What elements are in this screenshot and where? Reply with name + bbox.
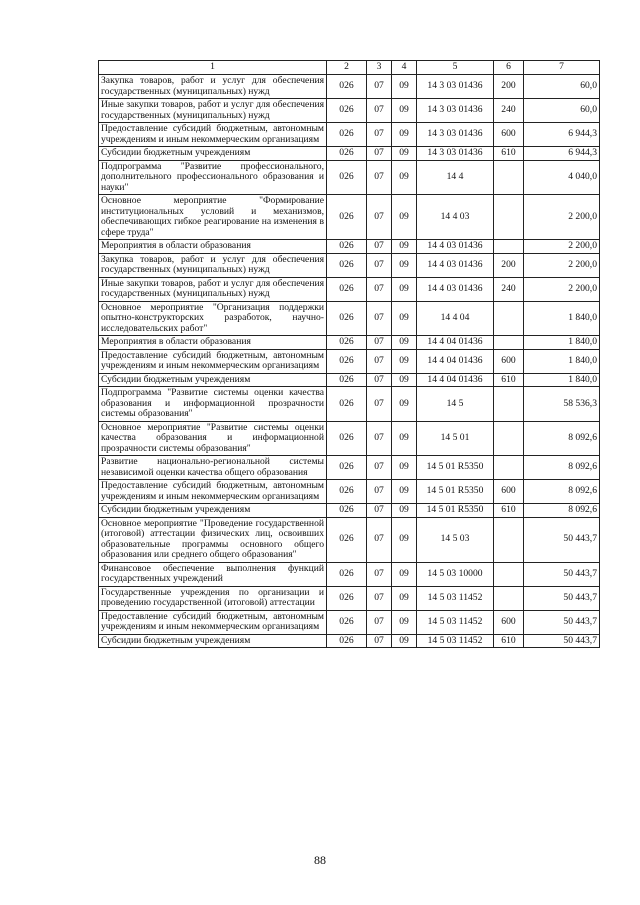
cell-section-code: 07 xyxy=(367,349,392,373)
cell-ministry-code: 026 xyxy=(327,301,367,336)
cell-amount: 50 443,7 xyxy=(524,586,600,610)
cell-target-article: 14 5 01 R5350 xyxy=(417,456,494,480)
cell-amount: 8 092,6 xyxy=(524,480,600,504)
table-row xyxy=(99,147,600,161)
cell-ministry-code: 026 xyxy=(327,277,367,301)
cell-section-code: 07 xyxy=(367,160,392,195)
cell-amount: 1 840,0 xyxy=(524,336,600,350)
cell-target-article: 14 4 03 01436 xyxy=(417,253,494,277)
cell-ministry-code: 026 xyxy=(327,373,367,387)
cell-ministry-code: 026 xyxy=(327,456,367,480)
cell-expense-type: 200 xyxy=(494,75,524,99)
cell-item-name: Закупка товаров, работ и услуг для обеспечения государственных (муниципальных) нужд xyxy=(99,75,327,99)
cell-amount: 60,0 xyxy=(524,75,600,99)
table-header-row xyxy=(99,61,600,75)
cell-subsection-code: 09 xyxy=(392,75,417,99)
cell-amount: 60,0 xyxy=(524,99,600,123)
cell-amount: 50 443,7 xyxy=(524,610,600,634)
cell-item-name: Основное мероприятие "Развитие системы оценки качества образования и информационной прозрачности системы образования" xyxy=(99,421,327,456)
cell-expense-type: 610 xyxy=(494,147,524,161)
cell-subsection-code: 09 xyxy=(392,586,417,610)
cell-subsection-code: 09 xyxy=(392,253,417,277)
cell-amount: 50 443,7 xyxy=(524,517,600,562)
cell-subsection-code: 09 xyxy=(392,301,417,336)
cell-expense-type: 240 xyxy=(494,99,524,123)
cell-ministry-code: 026 xyxy=(327,253,367,277)
cell-amount: 8 092,6 xyxy=(524,421,600,456)
table-row xyxy=(99,349,600,373)
cell-expense-type: 610 xyxy=(494,634,524,648)
cell-item-name: Развитие национально-региональной системы независимой оценки качества общего образования xyxy=(99,456,327,480)
cell-ministry-code: 026 xyxy=(327,123,367,147)
column-header-7: 7 xyxy=(524,61,600,75)
cell-amount: 1 840,0 xyxy=(524,301,600,336)
cell-subsection-code: 09 xyxy=(392,123,417,147)
cell-subsection-code: 09 xyxy=(392,480,417,504)
cell-target-article: 14 5 03 xyxy=(417,517,494,562)
cell-target-article: 14 3 03 01436 xyxy=(417,99,494,123)
column-header-1: 1 xyxy=(99,61,327,75)
cell-target-article: 14 5 03 10000 xyxy=(417,562,494,586)
table-row xyxy=(99,253,600,277)
cell-target-article: 14 4 04 01436 xyxy=(417,373,494,387)
cell-section-code: 07 xyxy=(367,147,392,161)
table-row xyxy=(99,277,600,301)
cell-section-code: 07 xyxy=(367,99,392,123)
cell-amount: 58 536,3 xyxy=(524,387,600,422)
cell-subsection-code: 09 xyxy=(392,147,417,161)
cell-ministry-code: 026 xyxy=(327,336,367,350)
cell-target-article: 14 4 04 01436 xyxy=(417,349,494,373)
cell-item-name: Основное мероприятие "Формирование институциональных условий и механизмов, обеспечивающих гибкое реагирование на изменения в сфере труда" xyxy=(99,195,327,240)
cell-subsection-code: 09 xyxy=(392,349,417,373)
cell-expense-type: 240 xyxy=(494,277,524,301)
cell-target-article: 14 3 03 01436 xyxy=(417,123,494,147)
cell-section-code: 07 xyxy=(367,562,392,586)
cell-item-name: Субсидии бюджетным учреждениям xyxy=(99,504,327,518)
cell-amount: 2 200,0 xyxy=(524,277,600,301)
column-header-2: 2 xyxy=(327,61,367,75)
table-row xyxy=(99,421,600,456)
cell-ministry-code: 026 xyxy=(327,480,367,504)
table-row xyxy=(99,195,600,240)
column-header-3: 3 xyxy=(367,61,392,75)
cell-subsection-code: 09 xyxy=(392,421,417,456)
cell-section-code: 07 xyxy=(367,456,392,480)
cell-item-name: Предоставление субсидий бюджетным, автономным учреждениям и иным некоммерческим организациям xyxy=(99,480,327,504)
cell-subsection-code: 09 xyxy=(392,634,417,648)
cell-subsection-code: 09 xyxy=(392,240,417,254)
cell-subsection-code: 09 xyxy=(392,336,417,350)
cell-expense-type xyxy=(494,421,524,456)
cell-expense-type: 610 xyxy=(494,373,524,387)
column-header-6: 6 xyxy=(494,61,524,75)
cell-amount: 8 092,6 xyxy=(524,456,600,480)
cell-subsection-code: 09 xyxy=(392,562,417,586)
cell-ministry-code: 026 xyxy=(327,160,367,195)
cell-section-code: 07 xyxy=(367,504,392,518)
table-row xyxy=(99,504,600,518)
cell-section-code: 07 xyxy=(367,373,392,387)
cell-item-name: Подпрограмма "Развитие системы оценки качества образования и информационной прозрачности системы образования" xyxy=(99,387,327,422)
cell-ministry-code: 026 xyxy=(327,387,367,422)
cell-subsection-code: 09 xyxy=(392,99,417,123)
cell-ministry-code: 026 xyxy=(327,517,367,562)
cell-item-name: Мероприятия в области образования xyxy=(99,336,327,350)
cell-section-code: 07 xyxy=(367,253,392,277)
cell-item-name: Предоставление субсидий бюджетным, автономным учреждениям и иным некоммерческим организациям xyxy=(99,349,327,373)
cell-section-code: 07 xyxy=(367,610,392,634)
cell-target-article: 14 4 04 01436 xyxy=(417,336,494,350)
cell-target-article: 14 4 04 xyxy=(417,301,494,336)
cell-ministry-code: 026 xyxy=(327,349,367,373)
cell-amount: 1 840,0 xyxy=(524,373,600,387)
table-row xyxy=(99,480,600,504)
cell-item-name: Субсидии бюджетным учреждениям xyxy=(99,634,327,648)
cell-section-code: 07 xyxy=(367,634,392,648)
table-row xyxy=(99,634,600,648)
cell-section-code: 07 xyxy=(367,586,392,610)
cell-subsection-code: 09 xyxy=(392,195,417,240)
cell-expense-type xyxy=(494,456,524,480)
cell-item-name: Субсидии бюджетным учреждениям xyxy=(99,373,327,387)
cell-target-article: 14 5 03 11452 xyxy=(417,634,494,648)
cell-subsection-code: 09 xyxy=(392,517,417,562)
cell-expense-type: 600 xyxy=(494,480,524,504)
table-row xyxy=(99,517,600,562)
cell-target-article: 14 5 xyxy=(417,387,494,422)
table-row xyxy=(99,123,600,147)
cell-ministry-code: 026 xyxy=(327,504,367,518)
cell-ministry-code: 026 xyxy=(327,240,367,254)
cell-expense-type xyxy=(494,387,524,422)
cell-ministry-code: 026 xyxy=(327,75,367,99)
cell-item-name: Иные закупки товаров, работ и услуг для обеспечения государственных (муниципальных) нужд xyxy=(99,99,327,123)
cell-ministry-code: 026 xyxy=(327,147,367,161)
cell-target-article: 14 4 xyxy=(417,160,494,195)
cell-subsection-code: 09 xyxy=(392,504,417,518)
cell-section-code: 07 xyxy=(367,517,392,562)
cell-expense-type xyxy=(494,195,524,240)
cell-ministry-code: 026 xyxy=(327,610,367,634)
cell-target-article: 14 4 03 01436 xyxy=(417,277,494,301)
cell-expense-type xyxy=(494,240,524,254)
cell-item-name: Иные закупки товаров, работ и услуг для обеспечения государственных (муниципальных) нужд xyxy=(99,277,327,301)
cell-subsection-code: 09 xyxy=(392,373,417,387)
cell-item-name: Предоставление субсидий бюджетным, автономным учреждениям и иным некоммерческим организациям xyxy=(99,123,327,147)
cell-section-code: 07 xyxy=(367,123,392,147)
cell-ministry-code: 026 xyxy=(327,586,367,610)
column-header-5: 5 xyxy=(417,61,494,75)
cell-item-name: Основное мероприятие "Проведение государственной (итоговой) аттестации физических лиц, освоивших образовательные программы основного общего образования или среднего общего образования" xyxy=(99,517,327,562)
cell-expense-type: 600 xyxy=(494,610,524,634)
cell-amount: 2 200,0 xyxy=(524,195,600,240)
cell-target-article: 14 5 03 11452 xyxy=(417,610,494,634)
cell-amount: 4 040,0 xyxy=(524,160,600,195)
cell-subsection-code: 09 xyxy=(392,160,417,195)
cell-item-name: Мероприятия в области образования xyxy=(99,240,327,254)
table-row xyxy=(99,336,600,350)
cell-section-code: 07 xyxy=(367,336,392,350)
cell-section-code: 07 xyxy=(367,480,392,504)
cell-target-article: 14 3 03 01436 xyxy=(417,75,494,99)
cell-amount: 1 840,0 xyxy=(524,349,600,373)
cell-subsection-code: 09 xyxy=(392,387,417,422)
cell-amount: 6 944,3 xyxy=(524,147,600,161)
cell-item-name: Субсидии бюджетным учреждениям xyxy=(99,147,327,161)
cell-target-article: 14 5 01 R5350 xyxy=(417,504,494,518)
cell-target-article: 14 4 03 01436 xyxy=(417,240,494,254)
cell-ministry-code: 026 xyxy=(327,99,367,123)
cell-target-article: 14 5 01 R5350 xyxy=(417,480,494,504)
cell-ministry-code: 026 xyxy=(327,195,367,240)
budget-table xyxy=(98,60,600,648)
cell-expense-type: 200 xyxy=(494,253,524,277)
cell-item-name: Предоставление субсидий бюджетным, автономным учреждениям и иным некоммерческим организациям xyxy=(99,610,327,634)
cell-ministry-code: 026 xyxy=(327,634,367,648)
cell-amount: 50 443,7 xyxy=(524,562,600,586)
cell-section-code: 07 xyxy=(367,387,392,422)
cell-section-code: 07 xyxy=(367,240,392,254)
cell-section-code: 07 xyxy=(367,195,392,240)
table-row xyxy=(99,99,600,123)
table-row xyxy=(99,562,600,586)
table-row xyxy=(99,610,600,634)
cell-amount: 2 200,0 xyxy=(524,240,600,254)
cell-expense-type: 600 xyxy=(494,349,524,373)
cell-ministry-code: 026 xyxy=(327,562,367,586)
cell-amount: 2 200,0 xyxy=(524,253,600,277)
cell-item-name: Основное мероприятие "Организация поддержки опытно-конструкторских разработок, научно-исследовательских работ" xyxy=(99,301,327,336)
cell-item-name: Государственные учреждения по организации и проведению государственной (итоговой) аттестации xyxy=(99,586,327,610)
table-row xyxy=(99,240,600,254)
cell-expense-type xyxy=(494,517,524,562)
table-row xyxy=(99,160,600,195)
cell-expense-type xyxy=(494,301,524,336)
cell-expense-type xyxy=(494,336,524,350)
page-number: 88 xyxy=(314,853,326,867)
cell-item-name: Закупка товаров, работ и услуг для обеспечения государственных (муниципальных) нужд xyxy=(99,253,327,277)
cell-subsection-code: 09 xyxy=(392,456,417,480)
cell-target-article: 14 5 03 11452 xyxy=(417,586,494,610)
cell-subsection-code: 09 xyxy=(392,277,417,301)
table-row xyxy=(99,373,600,387)
cell-target-article: 14 5 01 xyxy=(417,421,494,456)
cell-target-article: 14 3 03 01436 xyxy=(417,147,494,161)
cell-item-name: Финансовое обеспечение выполнения функций государственных учреждений xyxy=(99,562,327,586)
cell-expense-type xyxy=(494,586,524,610)
cell-section-code: 07 xyxy=(367,75,392,99)
cell-expense-type: 600 xyxy=(494,123,524,147)
cell-section-code: 07 xyxy=(367,277,392,301)
cell-subsection-code: 09 xyxy=(392,610,417,634)
cell-expense-type xyxy=(494,562,524,586)
table-row xyxy=(99,387,600,422)
cell-amount: 8 092,6 xyxy=(524,504,600,518)
cell-amount: 50 443,7 xyxy=(524,634,600,648)
cell-section-code: 07 xyxy=(367,301,392,336)
table-row xyxy=(99,301,600,336)
table-row xyxy=(99,586,600,610)
cell-item-name: Подпрограмма "Развитие профессионального, дополнительного профессионального образования и науки" xyxy=(99,160,327,195)
table-row xyxy=(99,456,600,480)
cell-section-code: 07 xyxy=(367,421,392,456)
table-row xyxy=(99,75,600,99)
cell-expense-type: 610 xyxy=(494,504,524,518)
cell-target-article: 14 4 03 xyxy=(417,195,494,240)
column-header-4: 4 xyxy=(392,61,417,75)
cell-expense-type xyxy=(494,160,524,195)
cell-ministry-code: 026 xyxy=(327,421,367,456)
table-body xyxy=(99,75,600,648)
cell-amount: 6 944,3 xyxy=(524,123,600,147)
